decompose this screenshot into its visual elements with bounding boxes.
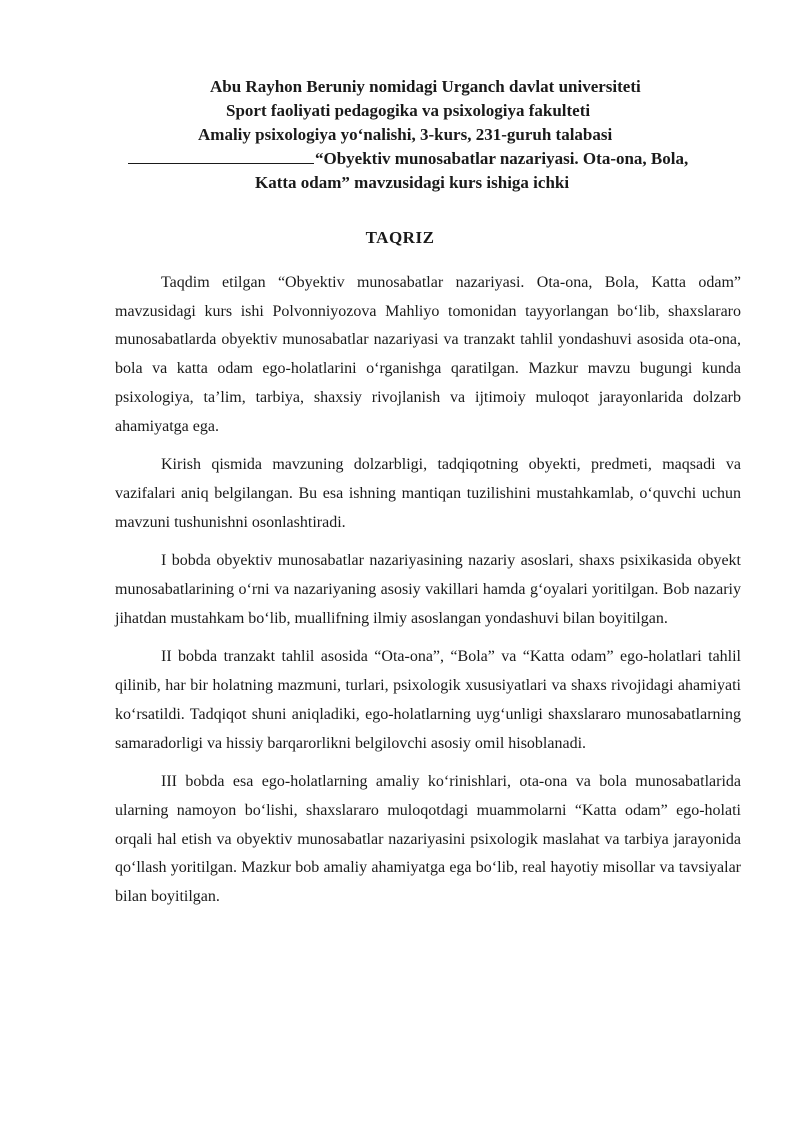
name-blank-line [128, 148, 314, 164]
paragraph-chapter-3: III bobda esa ego-holatlarning amaliy ko‘rinishlari, ota-ona va bola munosabatlarida ularning namoyon bo‘lishi, shaxslararo muloqotdagi muammolarni “Katta odam” ego-holati orqali hal etish va obyektiv munosabatlar nazariyasini psixologik maslahat va tarbiya jarayonida qo‘llash yoritilgan. Mazkur bob amaliy ahamiyatga ega bo‘lib, real hayotiy misollar va tavsiyalar bilan boyitilgan. [115, 773, 741, 906]
topic-line-1 [100, 147, 740, 171]
paragraph-intro: Taqdim etilgan “Obyektiv munosabatlar nazariyasi. Ota-ona, Bola, Katta odam” mavzusidagi kurs ishi Polvonniyozova Mahliyo tomonidan tayyorlangan bo‘lib, shaxslararo munosabatlarda obyektiv munosabatlar nazariyasi va tranzakt tahlil yondashuvi asosida ota-ona, bola va katta odam ego-holatlarini o‘rganishga qaratilgan. Mazkur mavzu bugungi kunda psixologiya, ta’lim, tarbiya, shaxsiy rivojlanish va ijtimoiy muloqot jarayonlarida dolzarb ahamiyatga ega. [115, 274, 741, 435]
document-title: TAQRIZ [365, 228, 435, 247]
topic-line-1-text: “Obyektiv munosabatlar nazariyasi. Ota-ona, Bola, [315, 149, 689, 168]
topic-line-2: Katta odam” mavzusidagi kurs ishiga ichki [255, 173, 570, 192]
student-group: Amaliy psixologiya yo‘nalishi, 3-kurs, 231-guruh talabasi [198, 125, 613, 144]
university-name: Abu Rayhon Beruniy nomidagi Urganch davlat universiteti [210, 77, 641, 96]
paragraph-chapter-1: I bobda obyektiv munosabatlar nazariyasining nazariy asoslari, shaxs psixikasida obyekt munosabatlarining o‘rni va nazariyaning asosiy vakillari hamda g‘oyalari yoritilgan. Bob nazariy jihatdan mustahkam bo‘lib, muallifning ilmiy asoslangan yondashuvi bilan boyitilgan. [115, 552, 741, 627]
paragraph-kirish: Kirish qismida mavzuning dolzarbligi, tadqiqotning obyekti, predmeti, maqsadi va vazifalari aniq belgilangan. Bu esa ishning mantiqan tuzilishini mustahkamlab, o‘quvchi uchun mavzuni tushunishni osonlashtiradi. [115, 456, 741, 531]
paragraph-chapter-2: II bobda tranzakt tahlil asosida “Ota-ona”, “Bola” va “Katta odam” ego-holatlari tahlil qilinib, har bir holatning mazmuni, turlari, psixologik xususiyatlari va shaxs rivojidagi ahamiyati ko‘rsatildi. Tadqiqot shuni aniqladiki, ego-holatlarning uyg‘unligi shaxslararo munosabatlarning samaradorligi va hissiy barqarorlikni belgilovchi asosiy omil hisoblanadi. [115, 648, 741, 752]
faculty-name: Sport faoliyati pedagogika va psixologiya fakulteti [226, 101, 591, 120]
document-header [100, 75, 740, 195]
document-body [115, 269, 741, 922]
